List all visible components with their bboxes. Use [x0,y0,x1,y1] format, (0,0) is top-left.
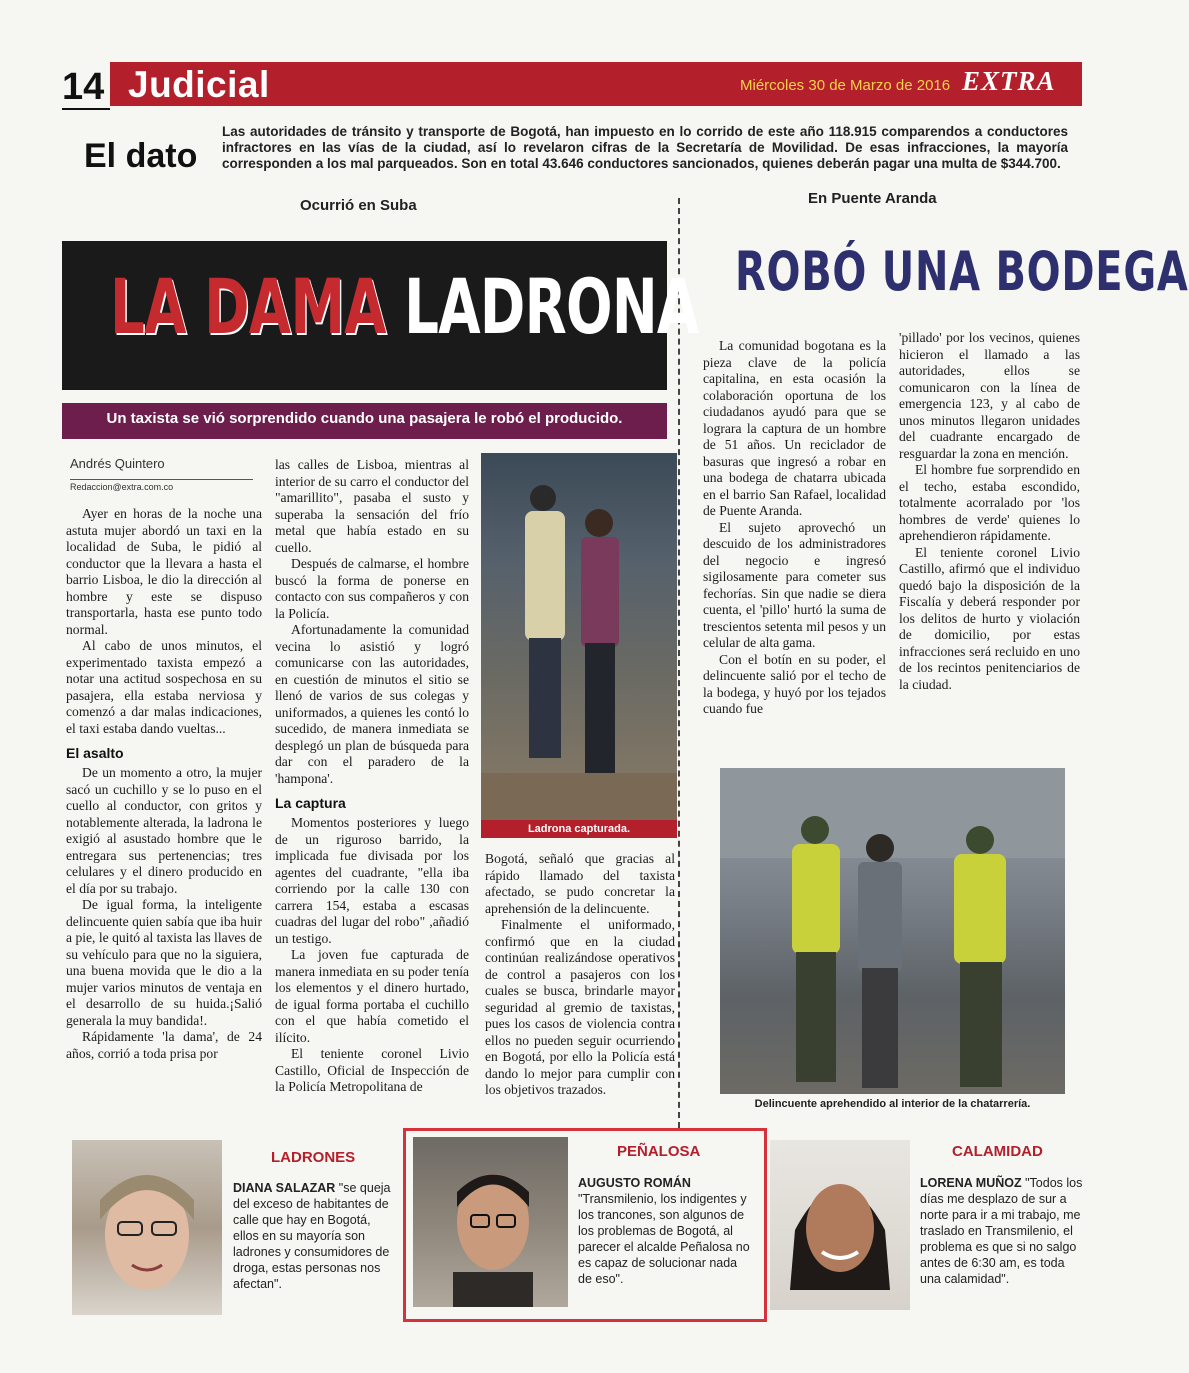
paragraph: Después de calmarse, el hombre buscó la forma de ponerse en contacto con sus compañeros y con la Policía. [275,556,469,621]
paragraph: Momentos posteriores y luego de un riguroso barrido, la implicada fue divisada por los agentes del cuadrante, "ella iba corriendo por la calle 130 con carrera 154, estaba a escasas cuadras del lugar del robo" ,añadió un testigo. [275,815,469,946]
opinion-quote: "Todos los días me desplazo de sur a norte para ir a mi trabajo, me traslado en Transmilenio, el problema es que si no salgo antes de 6:30 am, es toda una calamidad". [920,1176,1083,1286]
page-number: 14 [62,66,105,108]
opinion-name: LORENA MUÑOZ [920,1176,1022,1190]
opinion-lorena [920,1175,1088,1287]
left-column-3 [485,851,675,1099]
headline-white-part: LADRONA [404,262,699,351]
dato-title: El dato [84,137,198,175]
opinion-name: AUGUSTO ROMÁN [578,1176,691,1190]
left-headline [110,262,699,351]
paragraph: las calles de Lisboa, mientras al interior de su carro el conductor del "amarillito", pasaba el susto y superaba la sensación del frío metal que había estado en su cuello. [275,457,470,555]
paragraph: 'pillado' por los vecinos, quienes hicieron el llamado a las autoridades, ellos se comunicaron con la línea de emergencia 123, y al cabo de unos minutos llegaron unidades del cuadrante encargado de resguardar la zona en mención. [899,330,1080,461]
opinion-quote: "Transmilenio, los indigentes y los trancones, son algunos de los problemas de Bogotá, al parecer el alcalde Peñalosa no es capaz de solucionar nada de eso". [578,1192,750,1286]
paragraph: Rápidamente 'la dama', de 24 años, corrió a toda prisa por [66,1029,262,1061]
headline-red-part: LA DAMA [110,262,386,351]
left-subtitle: Un taxista se vió sorprendido cuando una pasajera le robó el producido. [106,410,623,427]
opinion-head-penalosa: PEÑALOSA [617,1143,701,1160]
subheading-asalto: El asalto [66,745,124,761]
paragraph: Ayer en horas de la noche una astuta mujer abordó un taxi en la localidad de Suba, le pidió al conductor que la llevara a hasta el barrio Lisboa, le dio la dirección al hombre y este se dispuso transportarla, hasta ese punto todo normal. [66,506,262,637]
right-column-2 [899,330,1080,693]
opinion-diana [233,1180,399,1292]
left-column-2 [275,457,469,1096]
right-headline: ROBÓ UNA BODEGA [735,240,1189,303]
author-name: Andrés Quintero [70,456,165,471]
left-column-1 [66,506,262,1062]
paragraph: La joven fue capturada de manera inmediata en su poder tenía los elementos y el dinero hurtado, de igual forma portaba el cuchillo con el que había cometido el ilícito. [275,947,469,1045]
paragraph: Afortunadamente la comunidad vecina lo asistió y logró comunicarse con las autoridades, en cuestión de minutos el sitio se llenó de varios de sus colegas y uniformados, a quienes les contó lo sucedido, de manera inmediata se desplegó un plan de búsqueda para dar con el paradero de la 'hampona'. [275,622,469,786]
captured-woman-photo [481,453,677,821]
paragraph: De un momento a otro, la mujer sacó un cuchillo y se lo puso en el cuello al conductor, con gritos y notablemente alterada, la ladrona le exigió al asustado hombre que le entregara sus pertenencias; tres celulares y el dinero producido en el día por su trabajo. [66,765,262,896]
newspaper-logo: EXTRA [962,66,1056,96]
paragraph: De igual forma, la inteligente delincuente quien sabía que iba huir a pie, le quitó al taxista las llaves de su vehículo para que no la siguiera, una buena movida que le dio a la mujer varios minutos de ventaja en el desarrollo de su huida.¡Salió generala la muy bandida!. [66,897,262,1028]
paragraph: Al cabo de unos minutos, el experimentado taxista empezó a notar una actitud sospechosa en su pasajera, ella estaba nerviosa y comenzó a dar malas indicaciones, el taxi estaba dando vueltas... [66,638,262,736]
paragraph: El hombre fue sorprendido en el techo, estaba escondido, totalmente acorralado por 'los hombres de verde' quienes lo aprehendieron rápidamente. [899,462,1080,543]
photo1-caption: Ladrona capturada. [481,820,677,838]
paragraph: El teniente coronel Livio Castillo, Oficial de Inspección de la Policía Metropolitana de [275,1046,469,1094]
opinion-quote: "se queja del exceso de habitantes de calle que hay en Bogotá, ellos en su mayoría son ladrones y consumidores de droga, estas personas nos afectan". [233,1181,391,1291]
paragraph: Con el botín en su poder, el delincuente salió por el techo de la bodega, y huyó por los tejados cuando fue [703,651,886,716]
dato-text: Las autoridades de tránsito y transporte de Bogotá, han impuesto en lo corrido de este año 118.915 comparendos a conductores infractores en las vías de la ciudad, así lo revelaron cifras de la Secretaría de Movilidad. De esas infracciones, la mayoría corresponden a los mal parqueados. Son en total 43.646 conductores sancionados, quienes deberán pagar una multa de $344.700. [222,124,1068,171]
opinion-head-calamidad: CALAMIDAD [952,1143,1043,1160]
opinion-name: DIANA SALAZAR [233,1181,336,1195]
opinion-head-ladrones: LADRONES [271,1149,356,1166]
right-kicker: En Puente Aranda [808,190,937,207]
page-number-underline [62,108,110,110]
opinion-augusto [578,1175,750,1287]
paragraph: El teniente coronel Livio Castillo, afirmó que el individuo quedó bajo la disposición de la Fiscalía y deberá responder por los delitos de hurto y violación de domicilio, por estas infracciones será recluido en uno de los recintos penitenciarios de la ciudad. [899,544,1080,692]
left-kicker: Ocurrió en Suba [300,197,417,214]
police-arrest-photo [720,768,1065,1094]
paragraph: Bogotá, señaló que gracias al rápido llamado del taxista afectado, se pudo concretar la aprehensión de la delincuente. [485,851,675,916]
lorena-munoz-photo [770,1140,910,1310]
diana-salazar-photo [72,1140,222,1315]
right-column-1 [703,338,886,718]
author-email: Redaccion@extra.com.co [70,479,253,492]
paragraph: El sujeto aprovechó un descuido de los administradores del negocio e ingresó sigilosamente para cometer sus fechorías. Sin que nadie se diera cuenta, el 'pillo' hurtó la suma de trescientos setenta mil pesos y un celular de alta gama. [703,519,886,650]
paragraph: Finalmente el uniformado, confirmó que en la ciudad continúan realizándose operativos de control a pasajeros con los cuales se busca, brindarle mayor seguridad al gremio de taxistas, pues los casos de violencia contra ellos no pueden seguir ocurriendo en Bogotá, por ello la Policía está dando lo mejor para cumplir con los objetivos trazados. [485,917,675,1097]
section-title: Judicial [128,64,270,105]
paragraph: La comunidad bogotana es la pieza clave de la policía capitalina, en esta ocasión la colaboración oportuna de los ciudadanos ayudó para que se lograra la captura de un hombre de 51 años. Un reciclador de basuras que ingresó a robar en una bodega de chatarra ubicada en el barrio San Rafael, localidad de Puente Aranda. [703,338,886,518]
issue-date: Miércoles 30 de Marzo de 2016 [740,77,951,94]
photo2-caption: Delincuente aprehendido al interior de la chatarrería. [754,1098,1031,1110]
augusto-roman-photo [413,1137,568,1307]
subheading-captura: La captura [275,795,346,811]
